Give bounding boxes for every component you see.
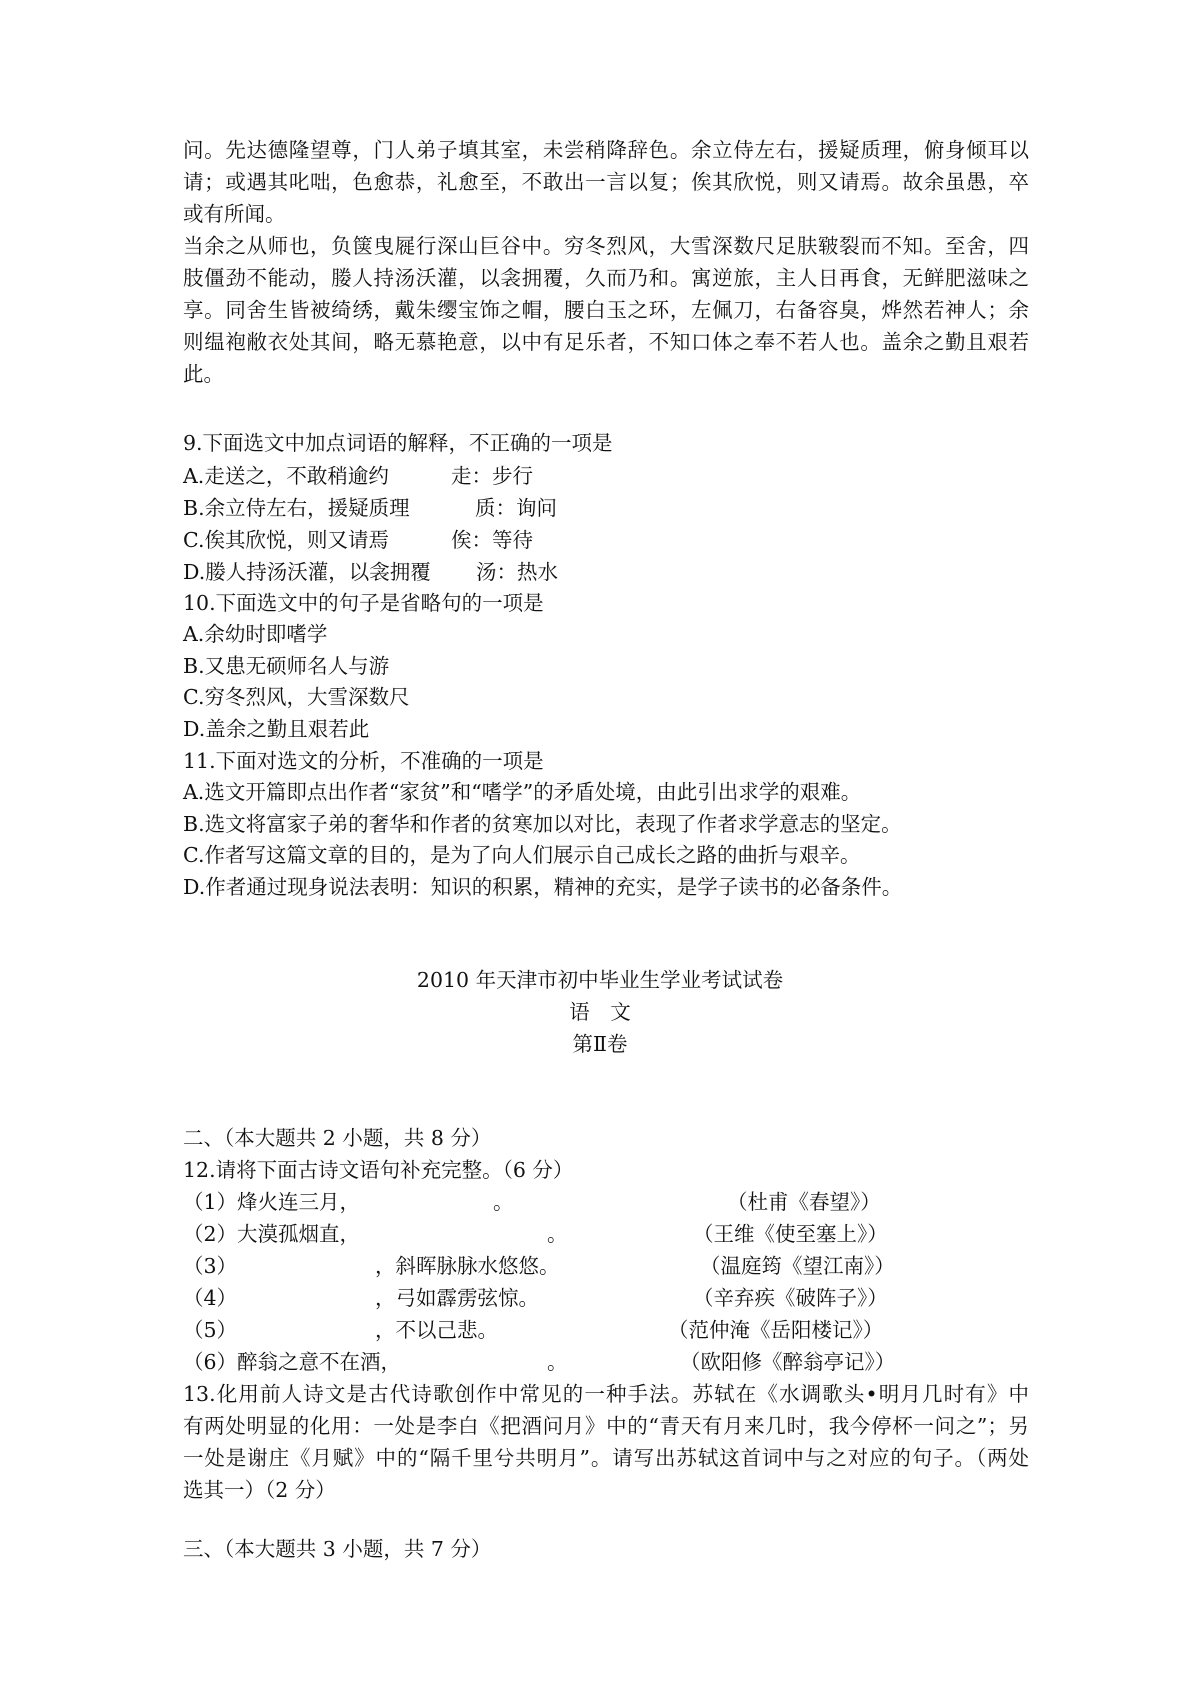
question-9-option-c: [183, 524, 1029, 556]
question-11-option-b: B.选文将富家子弟的奢华和作者的贫寒加以对比，表现了作者求学意志的坚定。: [183, 811, 902, 836]
option-gloss: 俟：等待: [451, 527, 533, 552]
section-3-header: 三、（本大题共 3 小题，共 7 分）: [183, 1537, 492, 1561]
question-13-line: 有两处明显的化用：一处是李白《把酒问月》中的“青天有月来几时，我今停杯一问之”；另: [183, 1414, 1029, 1438]
question-10-option-d: D.盖余之勤且艰若此: [183, 716, 370, 741]
question-10-option-c: C.穷冬烈风，大雪深数尺: [183, 685, 410, 710]
section-2-header: 二、（本大题共 2 小题，共 8 分）: [183, 1126, 492, 1150]
exam-heading: [0, 964, 1200, 1060]
option-gloss: 汤：热水: [476, 559, 558, 584]
passage-line: 或有所闻。: [183, 202, 286, 226]
option-sentence: A.走送之，不敢稍逾约: [183, 463, 389, 488]
question-12-item: [183, 1186, 1029, 1218]
exam-title: 2010 年天津市初中毕业生学业考试试卷: [416, 968, 784, 992]
question-9-option-b: [183, 492, 1029, 524]
item-text: 。: [547, 1350, 568, 1374]
passage-line: 当余之从师也，负箧曳屣行深山巨谷中。穷冬烈风，大雪深数尺足肤皲裂而不知。至舍，四: [183, 234, 1029, 258]
item-source: （欧阳修《醉翁亭记》）: [680, 1350, 896, 1374]
questions-9-11: [183, 428, 1029, 904]
section-3: [183, 1533, 1029, 1565]
question-11-option-d: D.作者通过现身说法表明：知识的积累，精神的充实，是学子读书的必备条件。: [183, 874, 903, 899]
passage-line: 则缊袍敝衣处其间，略无慕艳意，以中有足乐者，不知口体之奉不若人也。盖余之勤且艰若: [183, 330, 1029, 354]
item-text: ，斜晖脉脉水悠悠。: [375, 1254, 560, 1278]
question-12-item: [183, 1218, 1029, 1250]
item-prompt: （5）: [183, 1318, 238, 1342]
item-source: （辛弃疾《破阵子》）: [693, 1286, 888, 1310]
item-prompt: （3）: [183, 1254, 238, 1278]
item-source: （王维《使至塞上》）: [693, 1222, 888, 1246]
question-12-item: [183, 1346, 1029, 1378]
item-source: （杜甫《春望》）: [727, 1190, 881, 1214]
passage-line: 享。同舍生皆被绮绣，戴朱缨宝饰之帽，腰白玉之环，左佩刀，右备容臭，烨然若神人；余: [183, 298, 1029, 322]
question-13-line: 一处是谢庄《月赋》中的“隔千里兮共明月”。请写出苏轼这首词中与之对应的句子。（两处: [183, 1446, 1029, 1470]
section-2: [183, 1122, 1029, 1506]
question-12-item: [183, 1250, 1029, 1282]
question-9-stem: 9.下面选文中加点词语的解释，不正确的一项是: [183, 431, 613, 455]
item-prompt: （6）醉翁之意不在酒，: [183, 1350, 402, 1374]
question-11-stem: 11.下面对选文的分析，不准确的一项是: [183, 748, 544, 773]
option-sentence: B.余立侍左右，援疑质理: [183, 495, 410, 520]
item-source: （温庭筠《望江南》）: [700, 1254, 895, 1278]
passage-line: 请；或遇其叱咄，色愈恭，礼愈至，不敢出一言以复；俟其欣悦，则又请焉。故余虽愚，卒: [183, 170, 1029, 194]
item-text: 。: [547, 1222, 568, 1246]
question-11-option-a: A.选文开篇即点出作者“家贫”和“嗜学”的矛盾处境，由此引出求学的艰难。: [183, 780, 862, 805]
question-13: [183, 1378, 1029, 1506]
passage-line: 此。: [183, 362, 224, 386]
option-gloss: 质：询问: [475, 495, 557, 520]
passage-line: 问。先达德隆望尊，门人弟子填其室，未尝稍降辞色。余立侍左右，援疑质理，俯身倾耳以: [183, 138, 1029, 162]
option-gloss: 走：步行: [451, 463, 533, 488]
item-prompt: （4）: [183, 1286, 238, 1310]
exam-volume: 第Ⅱ卷: [572, 1032, 628, 1056]
question-12-item: [183, 1314, 1029, 1346]
item-prompt: （1）烽火连三月，: [183, 1190, 361, 1214]
question-10-stem: 10.下面选文中的句子是省略句的一项是: [183, 590, 544, 615]
exam-subject: 语 文: [569, 1000, 631, 1024]
question-9-option-a: [183, 460, 1029, 492]
item-prompt: （2）大漠孤烟直，: [183, 1222, 361, 1246]
item-text: ，不以己悲。: [375, 1318, 498, 1342]
question-9-option-d: [183, 556, 1029, 588]
option-sentence: C.俟其欣悦，则又请焉: [183, 527, 389, 552]
passage-paragraph-1: [183, 134, 1029, 230]
question-10-option-a: A.余幼时即嗜学: [183, 622, 328, 647]
question-13-line: 选其一）（2 分）: [183, 1478, 336, 1502]
item-source: （范仲淹《岳阳楼记》）: [668, 1318, 884, 1342]
item-text: 。: [493, 1190, 514, 1214]
item-text: ，弓如霹雳弦惊。: [375, 1286, 539, 1310]
question-10-option-b: B.又患无硕师名人与游: [183, 653, 390, 678]
question-11-option-c: C.作者写这篇文章的目的，是为了向人们展示自己成长之路的曲折与艰辛。: [183, 843, 861, 868]
passage-paragraph-2: [183, 230, 1029, 390]
option-sentence: D.媵人持汤沃灌，以衾拥覆: [183, 559, 431, 584]
passage-line: 肢僵劲不能动，媵人持汤沃灌，以衾拥覆，久而乃和。寓逆旅，主人日再食，无鲜肥滋味之: [183, 266, 1029, 290]
question-12-item: [183, 1282, 1029, 1314]
question-12-stem: 12.请将下面古诗文语句补充完整。（6 分）: [183, 1158, 574, 1182]
question-13-line: 13.化用前人诗文是古代诗歌创作中常见的一种手法。苏轼在《水调歌头•明月几时有》中: [183, 1382, 1029, 1406]
